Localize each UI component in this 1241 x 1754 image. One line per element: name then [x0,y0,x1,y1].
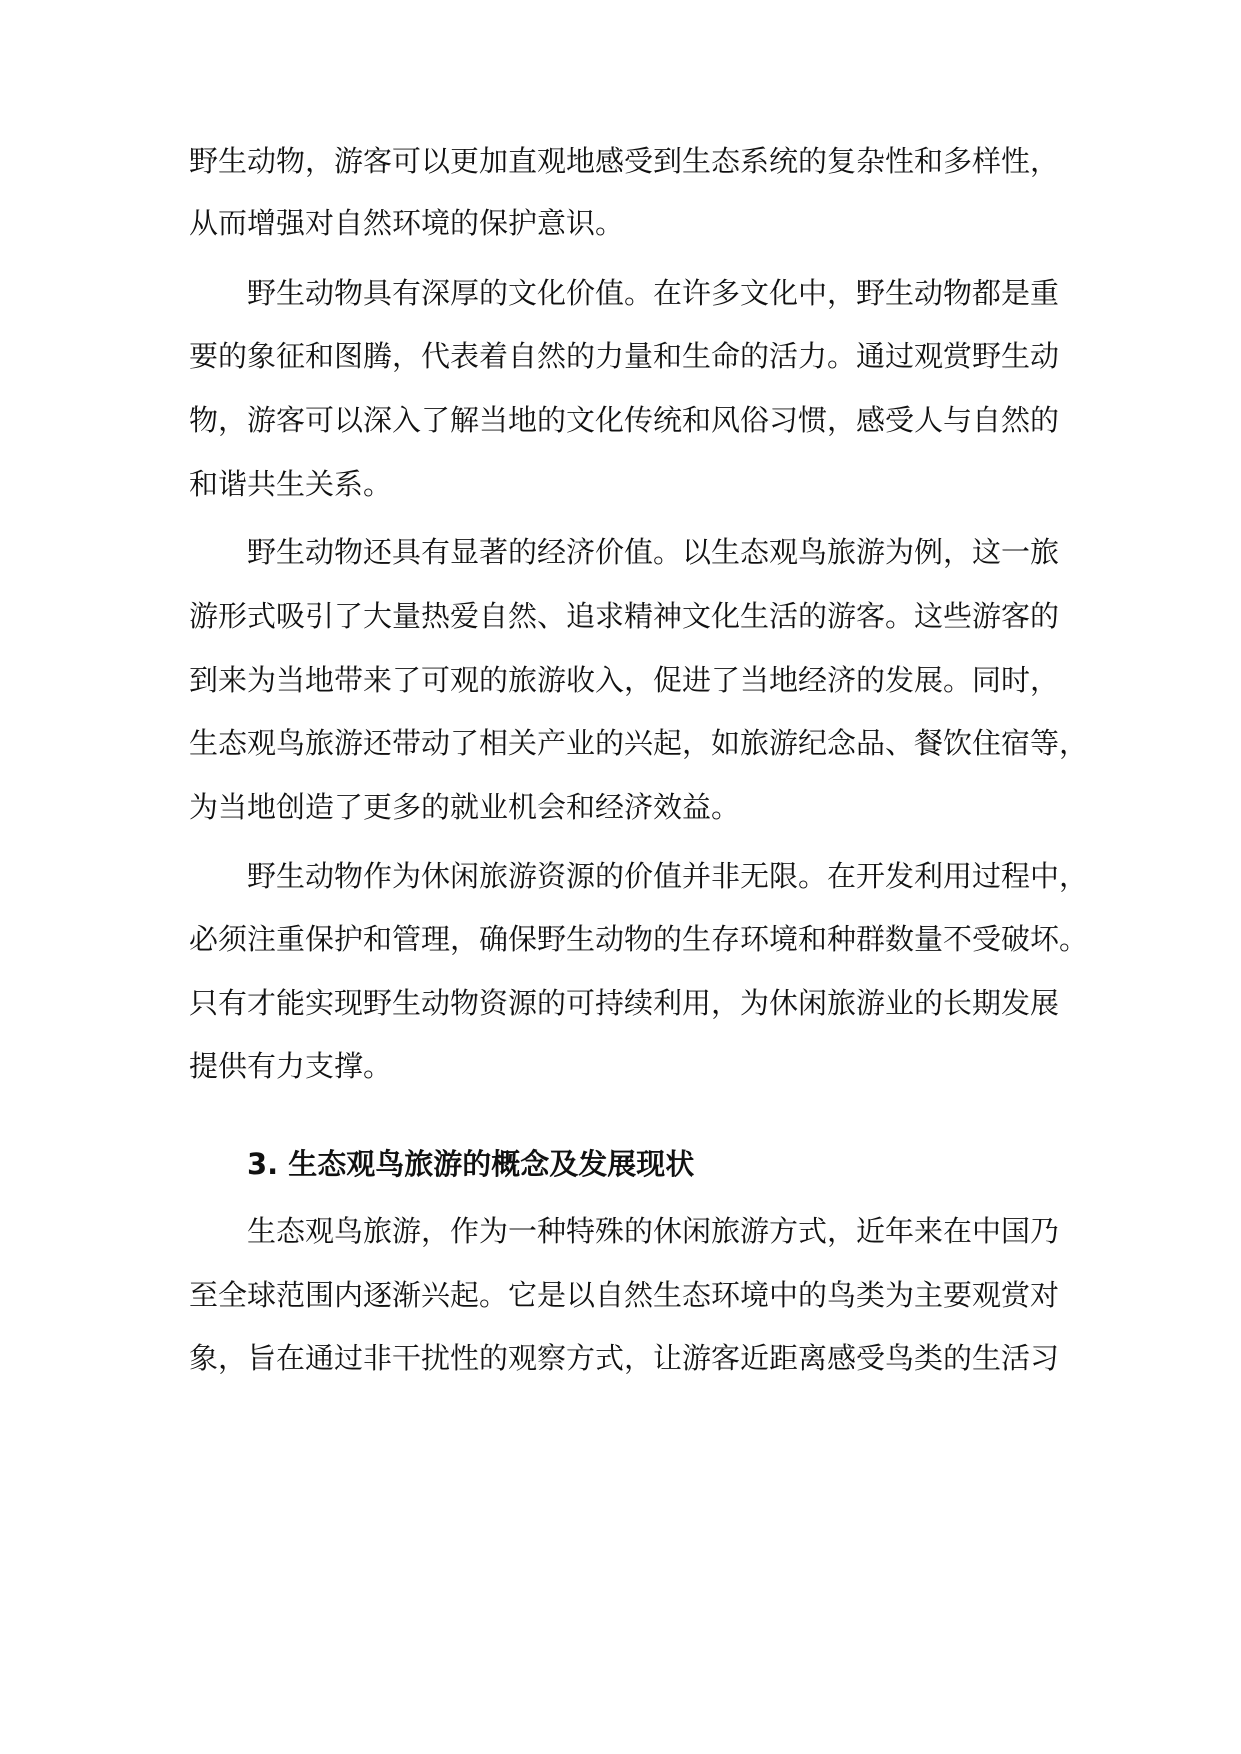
paragraph-2-line-4: 和谐共生关系。 [189,467,393,501]
paragraph-2-line-3: 物，游客可以深入了解当地的文化传统和风俗习惯，感受人与自然的 [189,403,1060,437]
section-paragraph-line-1: 生态观鸟旅游，作为一种特殊的休闲旅游方式，近年来在中国乃 [247,1214,1060,1248]
paragraph-2-line-1: 野生动物具有深厚的文化价值。在许多文化中，野生动物都是重 [247,276,1060,310]
paragraph-3-line-2: 游形式吸引了大量热爱自然、追求精神文化生活的游客。这些游客的 [189,599,1060,633]
paragraph-4-line-4: 提供有力支撑。 [189,1049,393,1083]
paragraph-3-line-1: 野生动物还具有显著的经济价值。以生态观鸟旅游为例，这一旅 [247,535,1060,569]
section-heading: 3. 生态观鸟旅游的概念及发展现状 [247,1147,695,1181]
paragraph-3-line-5: 为当地创造了更多的就业机会和经济效益。 [189,790,741,824]
paragraph-4-line-1: 野生动物作为休闲旅游资源的价值并非无限。在开发利用过程中， [247,859,1089,893]
section-paragraph-line-2: 至全球范围内逐渐兴起。它是以自然生态环境中的鸟类为主要观赏对 [189,1278,1060,1312]
paragraph-4-line-2: 必须注重保护和管理，确保野生动物的生存环境和种群数量不受破坏。 [189,922,1089,956]
paragraph-4-line-3: 只有才能实现野生动物资源的可持续利用，为休闲旅游业的长期发展 [189,986,1060,1020]
paragraph-3-line-3: 到来为当地带来了可观的旅游收入，促进了当地经济的发展。同时， [189,663,1060,697]
paragraph-3-line-4: 生态观鸟旅游还带动了相关产业的兴起，如旅游纪念品、餐饮住宿等， [189,726,1089,760]
paragraph-1-line-2: 从而增强对自然环境的保护意识。 [189,206,625,240]
paragraph-2-line-2: 要的象征和图腾，代表着自然的力量和生命的活力。通过观赏野生动 [189,339,1060,373]
section-paragraph-line-3: 象，旨在通过非干扰性的观察方式，让游客近距离感受鸟类的生活习 [189,1341,1060,1375]
paragraph-1-line-1: 野生动物，游客可以更加直观地感受到生态系统的复杂性和多样性， [189,144,1060,178]
